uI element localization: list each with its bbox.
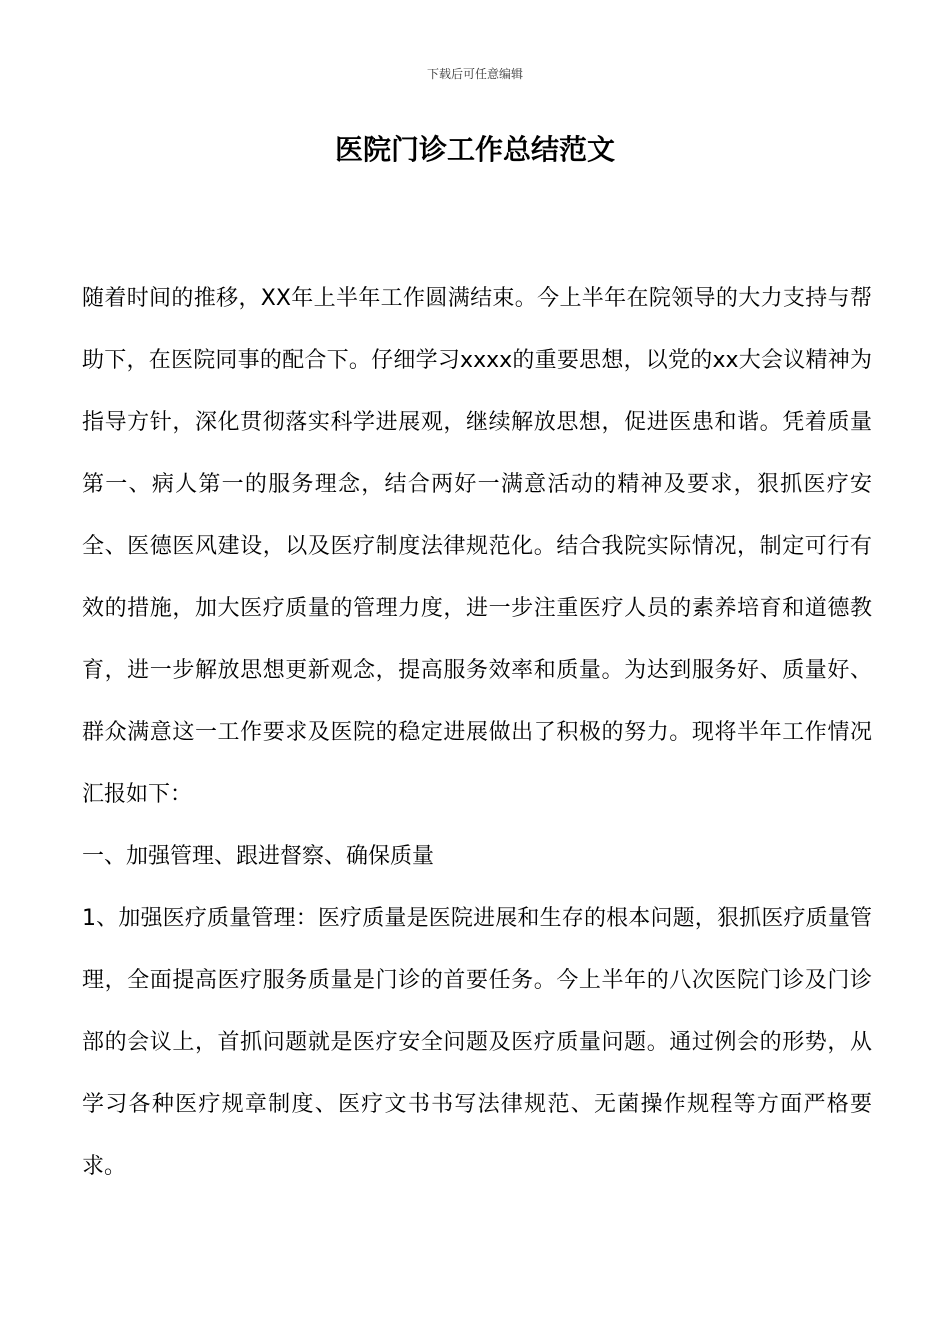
paragraph-intro: 随着时间的推移，XX年上半年工作圆满结束。今上半年在院领导的大力支持与帮助下，在医院同事的配合下。仔细学习xxxx的重要思想，以党的xx大会议精神为指导方针，深化贯彻落实科学进展观，继续解放思想，促进医患和谐。凭着质量第一、病人第一的服务理念，结合两好一满意活动的精神及要求，狠抓医疗安全、医德医风建设，以及医疗制度法律规范化。结合我院实际情况，制定可行有效的措施，加大医疗质量的管理力度，进一步注重医疗人员的素养培育和道德教育，进一步解放思想更新观念，提高服务效率和质量。为达到服务好、质量好、群众满意这一工作要求及医院的稳定进展做出了积极的努力。现将半年工作情况汇报如下： — [82, 286, 872, 807]
section-heading-1: 一、加强管理、跟进督察、确保质量 — [82, 844, 435, 869]
document-title: 医院门诊工作总结范文 — [334, 133, 615, 166]
header-note: 下载后可任意编辑 — [426, 67, 523, 81]
paragraph-quality-management: 1、加强医疗质量管理：医疗质量是医院进展和生存的根本问题，狠抓医疗质量管理，全面提高医疗服务质量是门诊的首要任务。今上半年的八次医院门诊及门诊部的会议上，首抓问题就是医疗安全问题及医疗质量问题。通过例会的形势，从学习各种医疗规章制度、医疗文书书写法律规范、无菌操作规程等方面严格要求。 — [82, 906, 872, 1179]
document-body — [82, 268, 872, 1198]
